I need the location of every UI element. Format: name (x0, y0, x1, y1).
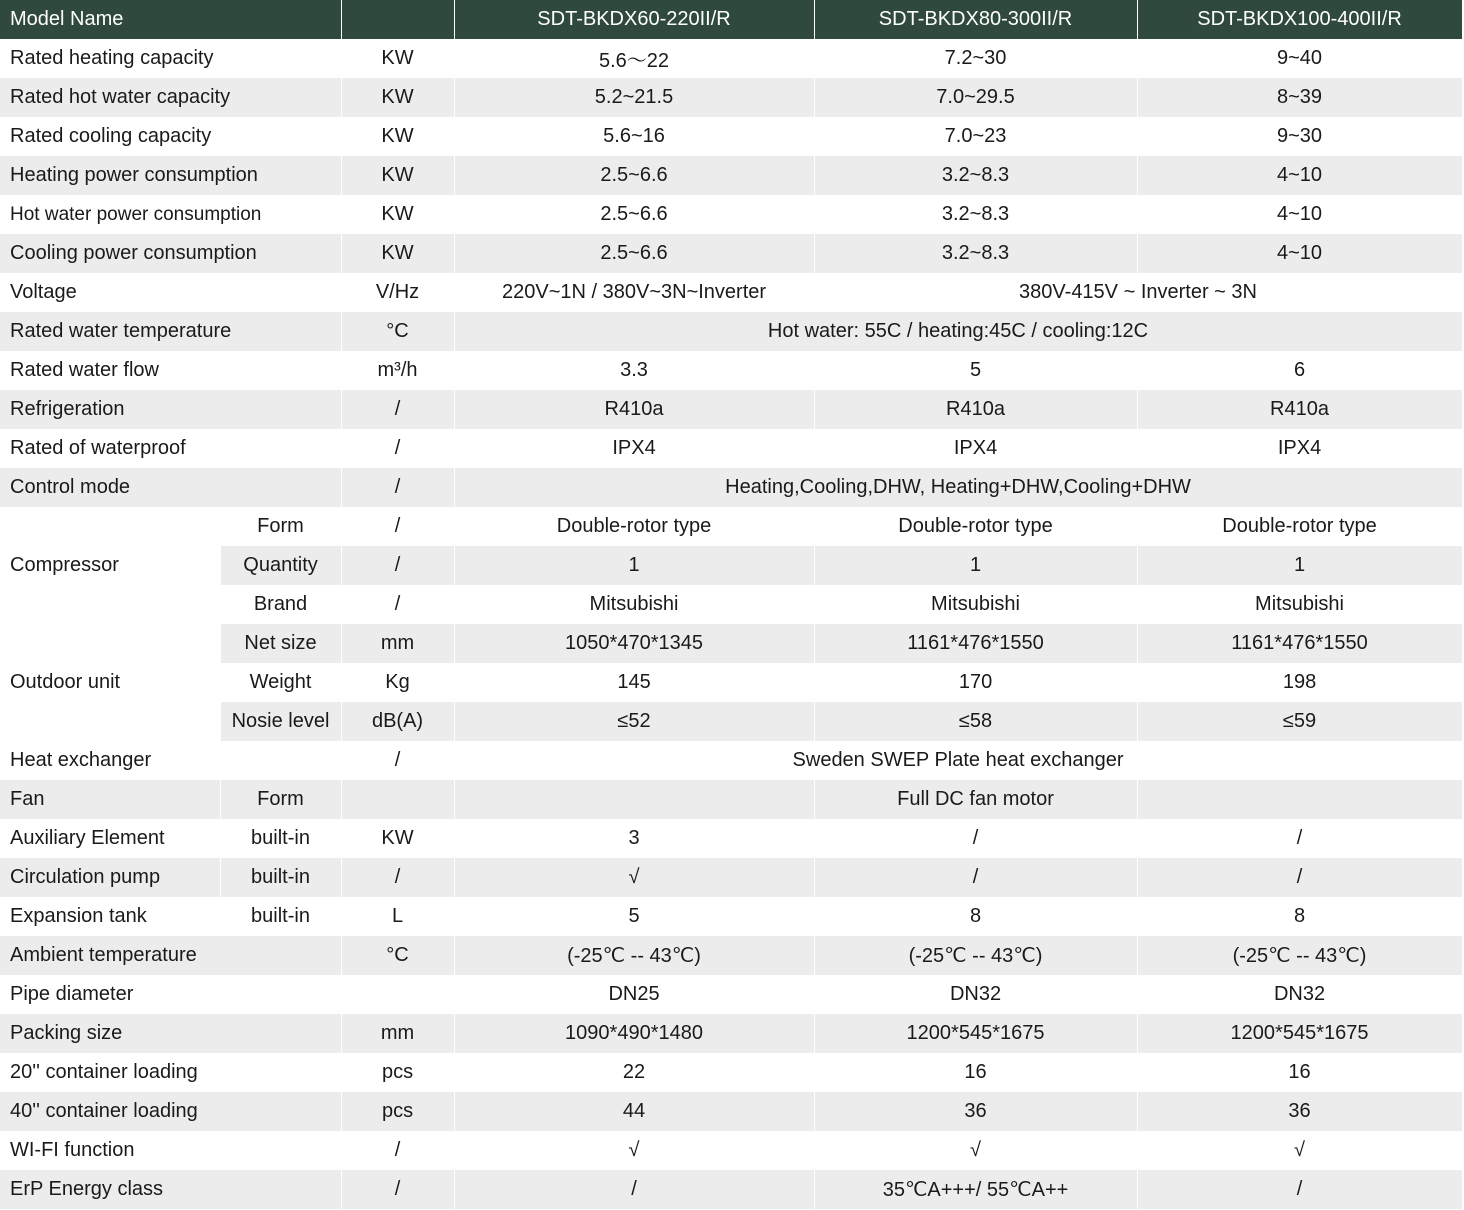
cell-value: 2.5~6.6 (454, 156, 814, 195)
cell-value: 170 (814, 663, 1137, 702)
cell-value: / (454, 1170, 814, 1209)
table-row (0, 234, 1462, 273)
cell-value: 5.2~21.5 (454, 78, 814, 117)
table-row (0, 156, 1462, 195)
row-label: Rated heating capacity (0, 39, 341, 78)
row-label: Rated cooling capacity (0, 117, 341, 156)
cell-value: 145 (454, 663, 814, 702)
cell-value: 380V-415V ~ Inverter ~ 3N (814, 273, 1462, 312)
cell-value: 1200*545*1675 (814, 1014, 1137, 1053)
row-label: ErP Energy class (0, 1170, 341, 1209)
cell-value: 3.2~8.3 (814, 195, 1137, 234)
cell-value: Sweden SWEP Plate heat exchanger (454, 741, 1462, 780)
model-header-2: SDT-BKDX80-300II/R (814, 0, 1137, 39)
table-row (0, 1131, 1462, 1170)
cell-value: (-25℃ -- 43℃) (454, 936, 814, 975)
cell-value: IPX4 (814, 429, 1137, 468)
cell-value: 16 (814, 1053, 1137, 1092)
cell-value: 198 (1137, 663, 1462, 702)
table-row (0, 780, 1462, 819)
cell-value: Mitsubishi (1137, 585, 1462, 624)
cell-value: 5.6~16 (454, 117, 814, 156)
row-sublabel: Form (220, 507, 341, 546)
cell-value: R410a (814, 390, 1137, 429)
table-row (0, 1092, 1462, 1131)
cell-value: 3.3 (454, 351, 814, 390)
cell-value: 6 (1137, 351, 1462, 390)
row-unit: / (341, 468, 454, 507)
row-unit: / (341, 546, 454, 585)
row-label: Cooling power consumption (0, 234, 341, 273)
cell-value: 1050*470*1345 (454, 624, 814, 663)
row-label: Rated of waterproof (0, 429, 341, 468)
cell-value: IPX4 (1137, 429, 1462, 468)
model-name-header: Model Name (0, 0, 341, 39)
table-row (0, 702, 1462, 741)
row-unit: mm (341, 624, 454, 663)
cell-value: 1161*476*1550 (1137, 624, 1462, 663)
row-sublabel: Net size (220, 624, 341, 663)
row-label: Pipe diameter (0, 975, 341, 1014)
row-unit: / (341, 429, 454, 468)
table-row (0, 117, 1462, 156)
cell-value: ≤59 (1137, 702, 1462, 741)
row-unit: / (341, 1170, 454, 1209)
cell-value: 1200*545*1675 (1137, 1014, 1462, 1053)
row-unit: dB(A) (341, 702, 454, 741)
table-row (0, 351, 1462, 390)
table-row (0, 78, 1462, 117)
cell-value: 5 (814, 351, 1137, 390)
cell-value: 9~40 (1137, 39, 1462, 78)
row-label: Control mode (0, 468, 341, 507)
unit-header (341, 0, 454, 39)
cell-value: 16 (1137, 1053, 1462, 1092)
cell-value: Double-rotor type (454, 507, 814, 546)
cell-value: 2.5~6.6 (454, 195, 814, 234)
row-sublabel: Quantity (220, 546, 341, 585)
cell-value: 7.0~23 (814, 117, 1137, 156)
cell-value: 9~30 (1137, 117, 1462, 156)
row-unit: KW (341, 819, 454, 858)
table-row (0, 663, 1462, 702)
cell-value: (-25℃ -- 43℃) (1137, 936, 1462, 975)
cell-value: / (814, 819, 1137, 858)
cell-value: / (1137, 1170, 1462, 1209)
cell-value: Heating,Cooling,DHW, Heating+DHW,Cooling+DHW (454, 468, 1462, 507)
row-unit: pcs (341, 1053, 454, 1092)
row-unit: V/Hz (341, 273, 454, 312)
row-unit: KW (341, 156, 454, 195)
cell-value: 5 (454, 897, 814, 936)
row-label: Heat exchanger (0, 741, 341, 780)
cell-value: 3.2~8.3 (814, 156, 1137, 195)
cell-value: IPX4 (454, 429, 814, 468)
table-row (0, 39, 1462, 78)
row-unit: / (341, 858, 454, 897)
cell-value: 44 (454, 1092, 814, 1131)
table-row (0, 585, 1462, 624)
cell-value: √ (1137, 1131, 1462, 1170)
row-label: 40'' container loading (0, 1092, 341, 1131)
cell-value: R410a (454, 390, 814, 429)
cell-value: ≤58 (814, 702, 1137, 741)
cell-value: √ (454, 858, 814, 897)
table-row (0, 429, 1462, 468)
row-unit: m³/h (341, 351, 454, 390)
table-row (0, 1014, 1462, 1053)
cell-value: 3 (454, 819, 814, 858)
cell-value: DN32 (1137, 975, 1462, 1014)
cell-value: 4~10 (1137, 195, 1462, 234)
row-sublabel: Brand (220, 585, 341, 624)
cell-value (454, 780, 814, 819)
cell-value: 7.0~29.5 (814, 78, 1137, 117)
table-row (0, 1053, 1462, 1092)
cell-value: 2.5~6.6 (454, 234, 814, 273)
row-unit: / (341, 1131, 454, 1170)
header-row (0, 0, 1462, 39)
row-label: Voltage (0, 273, 341, 312)
row-unit: °C (341, 936, 454, 975)
row-sublabel: built-in (220, 897, 341, 936)
row-unit: KW (341, 234, 454, 273)
table-row (0, 546, 1462, 585)
model-header-1: SDT-BKDX60-220II/R (454, 0, 814, 39)
cell-value: 8~39 (1137, 78, 1462, 117)
table-row (0, 858, 1462, 897)
cell-value: Mitsubishi (814, 585, 1137, 624)
table-row (0, 897, 1462, 936)
cell-value: Full DC fan motor (814, 780, 1137, 819)
cell-value: 8 (814, 897, 1137, 936)
row-unit: pcs (341, 1092, 454, 1131)
table-row (0, 273, 1462, 312)
row-sublabel: Form (220, 780, 341, 819)
cell-value: ≤52 (454, 702, 814, 741)
row-unit: KW (341, 117, 454, 156)
row-label: Compressor (0, 507, 220, 624)
row-label: Rated hot water capacity (0, 78, 341, 117)
cell-value: 8 (1137, 897, 1462, 936)
row-label: Packing size (0, 1014, 341, 1053)
table-row (0, 819, 1462, 858)
cell-value: 22 (454, 1053, 814, 1092)
table-row (0, 741, 1462, 780)
table-row (0, 390, 1462, 429)
row-label: Outdoor unit (0, 624, 220, 741)
cell-value: √ (454, 1131, 814, 1170)
cell-value: 3.2~8.3 (814, 234, 1137, 273)
row-label: Refrigeration (0, 390, 341, 429)
row-label: Circulation pump (0, 858, 220, 897)
cell-value: 1 (1137, 546, 1462, 585)
cell-value: 4~10 (1137, 234, 1462, 273)
row-label: Auxiliary Element (0, 819, 220, 858)
table-row (0, 936, 1462, 975)
cell-value: R410a (1137, 390, 1462, 429)
row-unit: L (341, 897, 454, 936)
row-label: Rated water flow (0, 351, 341, 390)
cell-value: / (1137, 819, 1462, 858)
table-row (0, 1170, 1462, 1209)
row-unit: KW (341, 195, 454, 234)
cell-value: Double-rotor type (1137, 507, 1462, 546)
cell-value: 1 (454, 546, 814, 585)
row-unit: / (341, 390, 454, 429)
cell-value: 36 (814, 1092, 1137, 1131)
row-unit: mm (341, 1014, 454, 1053)
row-label: Ambient temperature (0, 936, 341, 975)
cell-value: 1 (814, 546, 1137, 585)
cell-value: DN32 (814, 975, 1137, 1014)
cell-value: (-25℃ -- 43℃) (814, 936, 1137, 975)
row-sublabel: built-in (220, 819, 341, 858)
table-row (0, 975, 1462, 1014)
row-label: WI-FI function (0, 1131, 341, 1170)
row-sublabel: Weight (220, 663, 341, 702)
cell-value: 1161*476*1550 (814, 624, 1137, 663)
row-label: Expansion tank (0, 897, 220, 936)
row-label: Rated water temperature (0, 312, 341, 351)
row-sublabel: Nosie level (220, 702, 341, 741)
cell-value: / (814, 858, 1137, 897)
cell-value: 7.2~30 (814, 39, 1137, 78)
cell-value: Mitsubishi (454, 585, 814, 624)
cell-value (1137, 780, 1462, 819)
row-unit: Kg (341, 663, 454, 702)
cell-value: 220V~1N / 380V~3N~Inverter (454, 273, 814, 312)
table-row (0, 312, 1462, 351)
cell-value: Double-rotor type (814, 507, 1137, 546)
row-unit: / (341, 585, 454, 624)
row-label: Fan (0, 780, 220, 819)
cell-value: 4~10 (1137, 156, 1462, 195)
row-unit: / (341, 507, 454, 546)
row-unit: KW (341, 78, 454, 117)
row-unit: / (341, 741, 454, 780)
table-row (0, 624, 1462, 663)
row-label: Heating power consumption (0, 156, 341, 195)
cell-value: √ (814, 1131, 1137, 1170)
table-row (0, 507, 1462, 546)
row-unit (341, 780, 454, 819)
model-header-3: SDT-BKDX100-400II/R (1137, 0, 1462, 39)
cell-value: / (1137, 858, 1462, 897)
row-unit (341, 975, 454, 1014)
table-row (0, 468, 1462, 507)
cell-value: 5.6～22 (454, 39, 814, 78)
row-sublabel: built-in (220, 858, 341, 897)
table-row (0, 195, 1462, 234)
row-unit: KW (341, 39, 454, 78)
row-unit: °C (341, 312, 454, 351)
cell-value: DN25 (454, 975, 814, 1014)
row-label: Hot water power consumption (0, 195, 341, 234)
cell-value: 35℃A+++/ 55℃A++ (814, 1170, 1137, 1209)
row-label: 20'' container loading (0, 1053, 341, 1092)
cell-value: 36 (1137, 1092, 1462, 1131)
cell-value: 1090*490*1480 (454, 1014, 814, 1053)
cell-value: Hot water: 55C / heating:45C / cooling:12C (454, 312, 1462, 351)
